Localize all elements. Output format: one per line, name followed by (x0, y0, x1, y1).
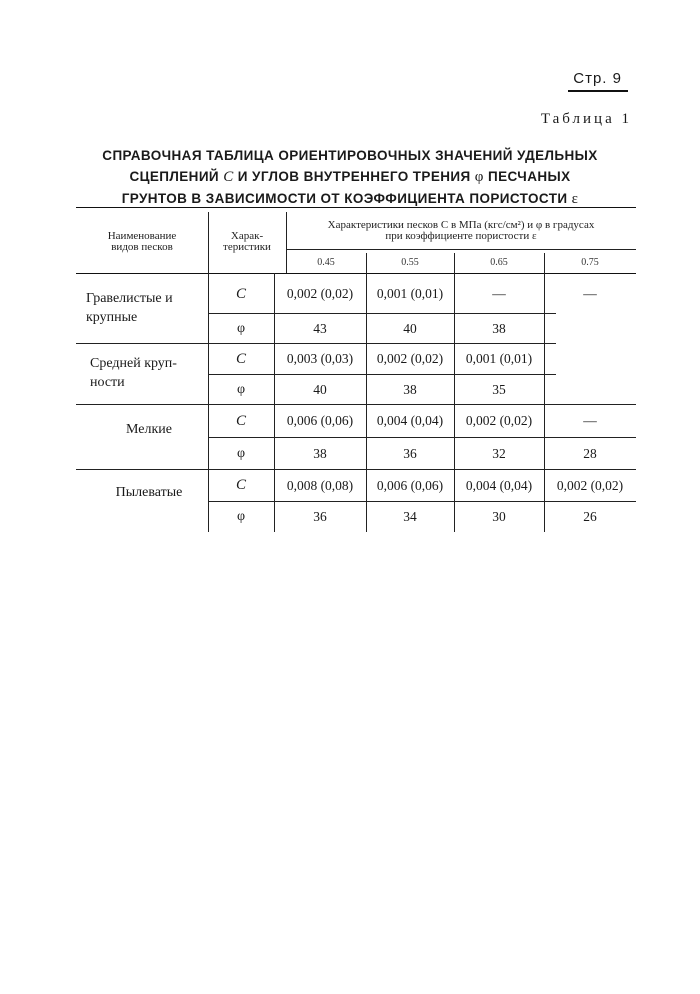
header-group-line-2: при коэффициенте пористости ε (385, 230, 537, 242)
row-3-c-val-1: 0,006 (0,06) (286, 413, 354, 428)
row-4-phi-symbol: φ (236, 509, 246, 524)
row-1-c-val-2: 0,001 (0,01) (376, 286, 444, 301)
header-porosity-2: 0.55 (401, 256, 419, 268)
row-1-phi-val-4 (544, 314, 636, 343)
table-top-rule (76, 207, 636, 208)
row-2-name-line-2: ности (90, 375, 125, 390)
row-2-c-val-1: 0,003 (0,03) (286, 351, 354, 366)
row-2-phi-val-2: 38 (403, 381, 417, 397)
header-name-line-2: видов песков (111, 241, 173, 253)
row-1-phi-val-2: 40 (403, 320, 417, 336)
header-bottom-rule (76, 273, 636, 274)
row-3-phi-val-3: 32 (492, 445, 506, 461)
row-2-c-val-3: 0,001 (0,01) (465, 351, 533, 366)
title-line-1: СПРАВОЧНАЯ ТАБЛИЦА ОРИЕНТИРОВОЧНЫХ ЗНАЧЕНИЙ УДЕЛЬНЫХ (102, 148, 598, 163)
row-2-phi-val-3: 35 (492, 381, 506, 397)
row-3-c-val-2: 0,004 (0,04) (376, 413, 444, 428)
header-group-line-1: Характеристики песков С в МПа (кгс/см²) и φ в градусах (327, 219, 595, 231)
row-3-phi-symbol: φ (236, 445, 246, 461)
row-1-phi-val-3: 38 (492, 320, 506, 336)
row-3-c-symbol: С (235, 412, 246, 429)
row-1-c-val-3: — (492, 286, 506, 301)
header-porosity-3: 0.65 (490, 256, 508, 268)
header-name (76, 217, 208, 267)
table-title (60, 145, 640, 210)
title-symbol-c: С (223, 169, 234, 185)
header-name-line-1: Наименование (107, 230, 177, 242)
page-number-underline (568, 90, 628, 92)
row-4-c-val-2: 0,006 (0,06) (376, 477, 444, 493)
header-porosity-1: 0.45 (317, 256, 335, 268)
header-characteristic-line-2: теристики (223, 241, 271, 253)
row-3-phi-val-4: 28 (583, 445, 597, 461)
title-line-2-b: И УГЛОВ ВНУТРЕННЕГО ТРЕНИЯ (237, 169, 471, 184)
title-symbol-epsilon: ε (571, 191, 579, 207)
row-3-c-val-3: 0,002 (0,02) (465, 413, 533, 428)
row-1-name (86, 289, 208, 329)
row-4-phi-val-1: 36 (313, 509, 327, 524)
title-line-2 (60, 166, 640, 188)
row-2-name-line-1: Средней круп- (90, 356, 177, 371)
row-4-c-symbol: С (235, 477, 246, 493)
data-table (76, 207, 636, 532)
row-3-c-val-4: — (583, 413, 597, 428)
row-2-phi-val-4 (544, 375, 636, 404)
row-2-name (90, 354, 208, 394)
title-line-2-c: ПЕСЧАНЫХ (487, 169, 571, 184)
header-group (286, 213, 636, 249)
row-2-phi-val-1: 40 (313, 381, 327, 397)
title-line-2-a: СЦЕПЛЕНИЙ (129, 169, 220, 184)
row-4-c-val-4: 0,002 (0,02) (556, 477, 624, 493)
page-number: Стр. 9 (573, 70, 622, 87)
row-3-name: Мелкие (126, 421, 172, 437)
row-2-c-val-4 (544, 344, 636, 374)
row-4-name: Пылеватые (115, 484, 183, 500)
header-characteristic (208, 217, 286, 267)
header-characteristic-line-1: Харак- (230, 230, 264, 242)
row-1-name-line-2: крупные (86, 310, 138, 325)
header-group-rule (286, 249, 636, 250)
row-1-name-line-1: Гравелистые и (86, 291, 173, 306)
title-symbol-phi: φ (474, 169, 484, 185)
row-2-c-val-2: 0,002 (0,02) (376, 351, 444, 366)
row-4-phi-val-3: 30 (492, 509, 506, 524)
table-label: Таблица 1 (540, 111, 632, 127)
row-1-phi-symbol: φ (236, 320, 246, 336)
row-4-c-val-1: 0,008 (0,08) (286, 477, 354, 493)
row-3-phi-val-2: 36 (403, 445, 417, 461)
row-1-phi-val-1: 43 (313, 320, 327, 336)
row-2-phi-symbol: φ (236, 381, 246, 397)
row-4-phi-val-4: 26 (583, 509, 597, 524)
title-line-3-a: ГРУНТОВ В ЗАВИСИМОСТИ ОТ КОЭФФИЦИЕНТА ПОРИСТОСТИ (121, 191, 568, 206)
row-1-c-val-1: 0,002 (0,02) (286, 286, 354, 301)
row-3-phi-val-1: 38 (313, 445, 327, 461)
row-1-c-val-4: — (583, 286, 597, 301)
header-porosity-4: 0.75 (581, 256, 599, 268)
row-4-phi-val-2: 34 (403, 509, 417, 524)
row-1-c-symbol: С (235, 285, 246, 302)
row-2-c-symbol: С (235, 350, 246, 367)
row-4-c-val-3: 0,004 (0,04) (465, 477, 533, 493)
